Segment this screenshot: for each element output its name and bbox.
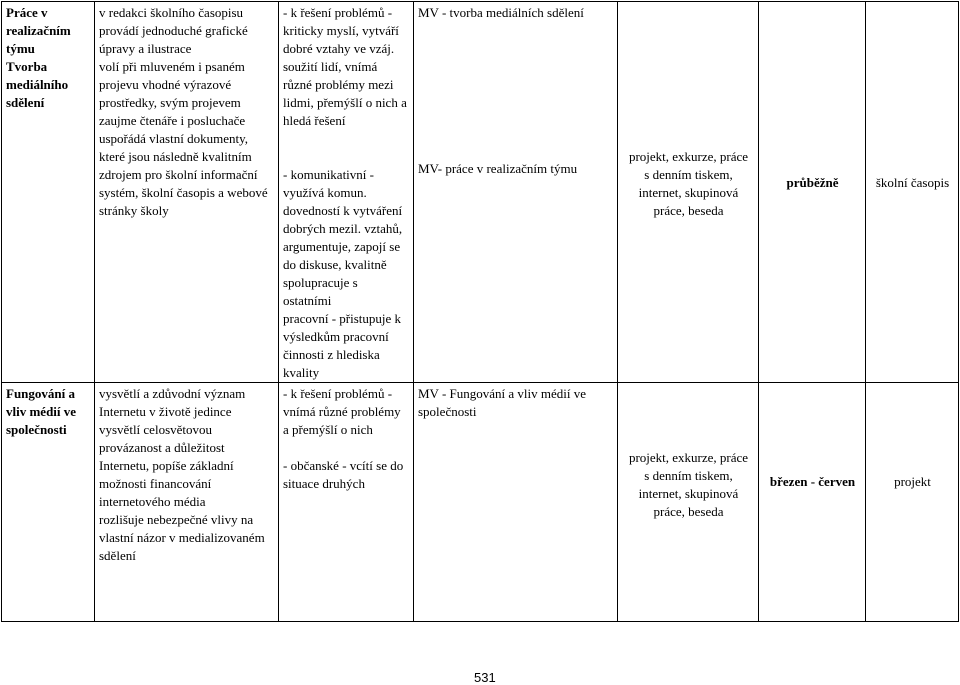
text-line: - komunikativní - xyxy=(283,167,374,182)
text-line: kriticky myslí, vytváří xyxy=(283,23,399,38)
text-line: spolupracuje s xyxy=(283,275,358,290)
text-line: dovedností k vytváření xyxy=(283,203,403,218)
text-line: provázanost a důležitost xyxy=(99,440,225,455)
text-line: - k řešení problémů - xyxy=(283,386,393,401)
timing-cell xyxy=(759,2,866,383)
topic-cell xyxy=(2,383,95,622)
text-line: úpravy a ilustrace xyxy=(99,41,192,56)
text-line: rozlišuje nebezpečné vlivy na xyxy=(99,512,254,527)
text-line: využívá komun. xyxy=(283,185,367,200)
text-line: kvality xyxy=(283,365,320,380)
text-line: výsledkům pracovní xyxy=(283,329,389,344)
text-line: prostředky, svým projevem xyxy=(99,95,241,110)
text-line: Fungování a xyxy=(6,386,75,401)
text-line: projekt, exkurze, práce xyxy=(628,149,749,164)
text-line: systém, školní časopis a webové xyxy=(99,185,268,200)
text-line: situace druhých xyxy=(283,476,365,491)
output-cell xyxy=(866,2,959,383)
page-number: 531 xyxy=(474,670,496,685)
text-line: ostatními xyxy=(283,293,332,308)
text-line: Internetu, popíše základní xyxy=(99,458,234,473)
theme-text: MV- práce v realizačním týmu xyxy=(418,161,578,176)
text-line: vliv médií ve xyxy=(6,404,77,419)
text-line: vlastní názor v medializovaném xyxy=(99,530,265,545)
text-line: pracovní - přistupuje k xyxy=(283,311,402,326)
text-line: v redakci školního časopisu xyxy=(99,5,244,20)
text-line: stránky školy xyxy=(99,203,169,218)
timing-cell xyxy=(759,383,866,622)
timing-text: průběžně xyxy=(786,175,839,190)
text-line: zaujme čtenáře i posluchače xyxy=(99,113,246,128)
text-line: soužití lidí, vnímá xyxy=(283,59,378,74)
text-line: internet, skupinová xyxy=(638,185,739,200)
text-line: vysvětlí celosvětovou xyxy=(99,422,213,437)
text-line: Tvorba xyxy=(6,59,48,74)
cross-curricular-themes-cell xyxy=(414,383,618,622)
text-line: projekt, exkurze, práce xyxy=(628,450,749,465)
text-line: mediálního xyxy=(6,77,69,92)
text-line: MV - Fungování a vliv médií ve xyxy=(418,386,587,401)
text-line: internet, skupinová xyxy=(638,486,739,501)
text-line: práce, beseda xyxy=(653,504,724,519)
text-line: práce, beseda xyxy=(653,203,724,218)
text-line: - občanské - vcítí se do xyxy=(283,458,404,473)
topic-cell xyxy=(2,2,95,383)
outcomes-cell xyxy=(95,383,279,622)
text-line: volí při mluveném i psaném xyxy=(99,59,245,74)
text-line: realizačním xyxy=(6,23,71,38)
competences-cell xyxy=(279,2,414,383)
text-line: uspořádá vlastní dokumenty, xyxy=(99,131,248,146)
text-line: projevu vhodné výrazové xyxy=(99,77,232,92)
output-text: školní časopis xyxy=(875,175,950,190)
text-line: vysvětlí a zdůvodní význam xyxy=(99,386,246,401)
text-line: argumentuje, zapojí se xyxy=(283,239,401,254)
table-row xyxy=(2,2,959,383)
text-line: do diskuse, kvalitně xyxy=(283,257,387,272)
text-line: společnosti xyxy=(418,404,477,419)
output-text: projekt xyxy=(894,474,931,489)
text-line: sdělení xyxy=(6,95,45,110)
methods-cell xyxy=(618,2,759,383)
text-line: sdělení xyxy=(99,548,136,563)
text-line: vnímá různé problémy xyxy=(283,404,401,419)
text-line: s denním tiskem, xyxy=(644,167,733,182)
text-line: s denním tiskem, xyxy=(644,468,733,483)
text-line: dobré vztahy ve vzáj. xyxy=(283,41,395,56)
competences-cell xyxy=(279,383,414,622)
outcomes-cell xyxy=(95,2,279,383)
text-line: různé problémy mezi xyxy=(283,77,394,92)
text-line: zdrojem pro školní informační xyxy=(99,167,258,182)
timing-text: březen - červen xyxy=(769,474,856,489)
text-line: - k řešení problémů - xyxy=(283,5,393,20)
cross-curricular-themes-cell xyxy=(414,2,618,383)
text-line: dobrých mezil. vztahů, xyxy=(283,221,403,236)
text-line: týmu xyxy=(6,41,35,56)
text-line: činnosti z hlediska xyxy=(283,347,380,362)
output-cell xyxy=(866,383,959,622)
theme-text: MV - tvorba mediálních sdělení xyxy=(418,5,584,20)
curriculum-table xyxy=(1,1,959,622)
text-line: hledá řešení xyxy=(283,113,346,128)
text-line: Internetu v životě jedince xyxy=(99,404,232,419)
methods-cell xyxy=(618,383,759,622)
text-line: lidmi, přemýšlí o nich a xyxy=(283,95,407,110)
text-line: provádí jednoduché grafické xyxy=(99,23,248,38)
text-line: které jsou následně kvalitním xyxy=(99,149,252,164)
text-line: Práce v xyxy=(6,5,48,20)
text-line: a přemýšlí o nich xyxy=(283,422,373,437)
text-line: společnosti xyxy=(6,422,67,437)
table-row xyxy=(2,383,959,622)
text-line: internetového média xyxy=(99,494,206,509)
text-line: možnosti financování xyxy=(99,476,212,491)
